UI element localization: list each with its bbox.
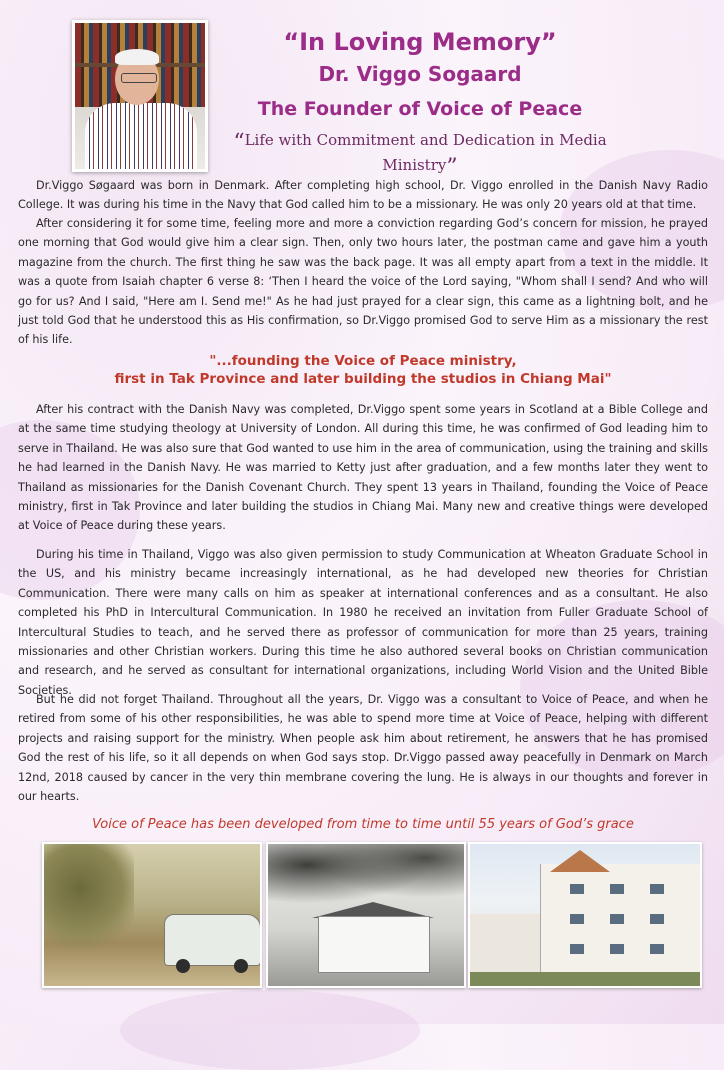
ground	[470, 972, 700, 986]
pull-quote	[18, 352, 708, 388]
photo-caption: Voice of Peace has been developed from time to time until 55 years of God’s grace	[92, 817, 634, 832]
window	[570, 944, 584, 954]
paragraph: After his contract with the Danish Navy was completed, Dr.Viggo spent some years in Scotland at a Bible College and at the same time studying theology at University of London. All during this time, he was confirmed of God leading him to serve in Thailand. He was also sure that God wanted to use him in the area of communication, using the training and skills he had learned in the Danish Navy. He was married to Ketty just after graduation, and a few months later they went to Thailand as missionaries for the Danish Covenant Church. They spent 13 years in Thailand, founding the Voice of Peace ministry, first in Tak Province and later building the studios in Chiang Mai. Many new and creative things were developed at Voice of Peace during these years.	[18, 403, 708, 533]
striped-shirt	[85, 103, 197, 172]
person-name: Dr. Viggo Sogaard	[318, 62, 522, 86]
paragraph: Dr.Viggo Søgaard was born in Denmark. After completing high school, Dr. Viggo enrolled in the Danish Navy Radio College. It was during his time in the Navy that God called him to be a missionary. He was only 20 years old at that time.	[18, 179, 708, 212]
open-quote-mark: “	[233, 130, 245, 155]
roof-gable	[550, 850, 610, 872]
early-building-photo	[266, 842, 466, 988]
close-quote-mark: ”	[446, 155, 458, 180]
portrait-photo	[72, 20, 208, 172]
window	[570, 914, 584, 924]
window	[610, 914, 624, 924]
motto-text: Life with Commitment and Dedication in Media Ministry	[244, 131, 607, 174]
pull-quote-line: "...founding the Voice of Peace ministry,	[209, 353, 517, 369]
motto	[210, 130, 630, 180]
wheel	[234, 959, 248, 973]
studio-building-photo	[468, 842, 702, 988]
vintage-van-photo	[42, 842, 262, 988]
background-petal	[120, 990, 420, 1070]
memorial-title: “In Loving Memory”	[283, 28, 557, 56]
window	[650, 914, 664, 924]
paragraph: During his time in Thailand, Viggo was also given permission to study Communication at Wheaton Graduate School in the US, and his ministry became increasingly international, as he had developed new theories for Christian Communication. There were many calls on him as speaker at international conferences and as a consultant. He also completed his PhD in Intercultural Communication. In 1980 he received an invitation from Fuller Graduate School of Intercultural Studies to teach, and he served there as professor of communication for more than 25 years, training missionaries and other Christian workers. During this time he also authored several books on Christian communication and research, and he served as consultant for international organizations, including World Vision and the United Bible Societies.	[18, 548, 708, 697]
window	[610, 884, 624, 894]
hair	[115, 49, 159, 65]
glasses	[121, 73, 157, 83]
paragraph: But he did not forget Thailand. Throughout all the years, Dr. Viggo was a consultant to Voice of Peace, and when he retired from some of his other responsibilities, he was able to spend more time at Voice of Peace, helping with different projects and raising support for the ministry. When people ask him about retirement, he answers that he has promised God the rest of his life, so it all depends on when God says stop. Dr.Viggo passed away peacefully in Denmark on March 12nd, 2018 caused by cancer in the very thin membrane covering the lung. He is always in our thoughts and forever in our hearts.	[18, 693, 708, 804]
window	[610, 944, 624, 954]
window	[650, 884, 664, 894]
tree	[44, 844, 134, 954]
house	[318, 916, 430, 973]
van	[164, 914, 261, 966]
window	[570, 884, 584, 894]
window	[650, 944, 664, 954]
pull-quote-line: first in Tak Province and later building the studios in Chiang Mai"	[114, 371, 612, 387]
person-role: The Founder of Voice of Peace	[257, 98, 583, 120]
paragraph: After considering it for some time, feeling more and more a conviction regarding God’s concern for mission, he prayed one morning that God would give him a clear sign. Then, only two hours later, the postman came and gave him a youth magazine from the church. The first thing he saw was the back page. It was all empty apart from a text in the middle. It was a quote from Isaiah chapter 6 verse 8: ‘Then I heard the voice of the Lord saying, "Whom shall I send? And who will go for us? And I said, "Here am I. Send me!" As he had just prayed for a clear sign, this came as a lightning bolt, and he just told God that he understood this as His confirmation, so Dr.Viggo promised God to serve Him as a missionary the rest of his life.	[18, 217, 708, 347]
wheel	[176, 959, 190, 973]
